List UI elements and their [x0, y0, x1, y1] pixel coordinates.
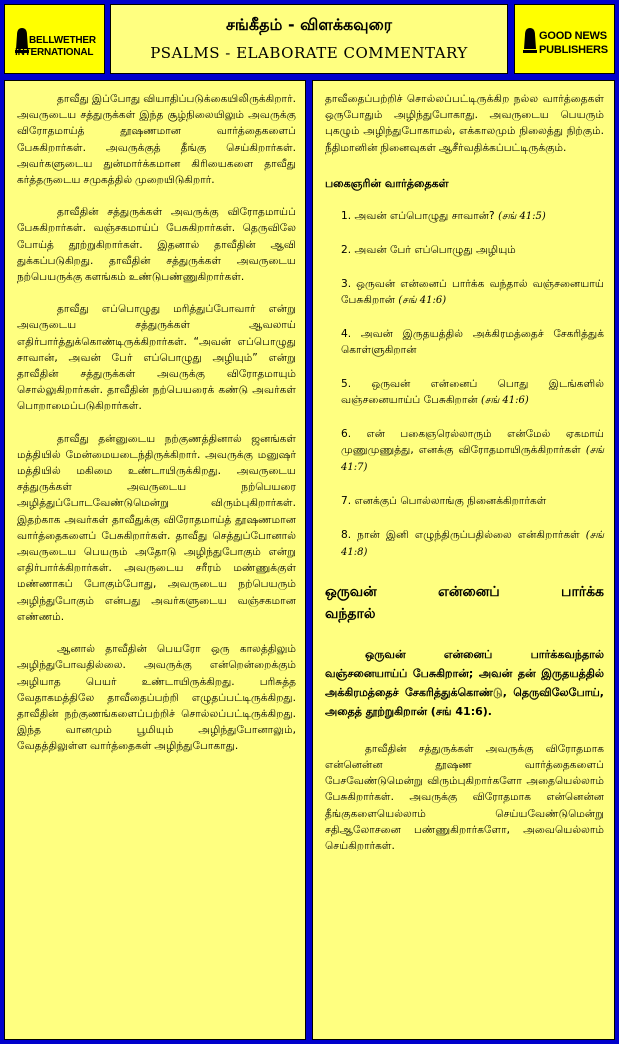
good-news-logo [514, 4, 615, 74]
paragraph: தாவீது எப்பொழுது மரித்துப்போவார் என்று அவருடைய சத்துருக்கள் ஆவலாய் எதிர்பார்த்துக்கொண்டிருக்கிறார்கள். “அவன் எப்பொழுது சாவான், அவன் பேர் எப்பொழுது அழியும்” என்று தாவீதின் சத்துருக்கள் அவருக்கு விரோதமாயும் சொல்லுகிறார்கள். தாவீதின் நற்பெயரைக் கண்டு அவர்கள் பொறாமைப்படுகிறார்கள். [17, 303, 296, 413]
list-item: 6. என் பகைஞரெல்லாரும் என்மேல் ஏகமாய் முணுமுணுத்து, எனக்கு விரோதமாயிருக்கிறார்கள் (சங் 41:7) [341, 427, 605, 473]
paragraph: தாவீதின் சத்துருக்கள் அவருக்கு விரோதமாய்ப் பேசுகிறார்கள். வஞ்சகமாய்ப் பேசுகிறார்கள். தெருவிலே போய்த் தூற்றுகிறார்கள். இதனால் தாவீதின் ஆவி துக்கப்படுகிறது. தாவீதின் சத்துருக்கள் அவருடைய நற்பெயருக்கு களங்கம் உண்டுபண்ணுகிறார்கள். [17, 206, 296, 284]
list-item: 3. ஒருவன் என்னைப் பார்க்க வந்தால் வஞ்சனையாய் பேசுகிறான் (சங் 41:6) [341, 277, 604, 306]
verse-ref: (சங் 41:6) [481, 394, 529, 406]
title-box [110, 4, 508, 74]
logo-left-line2: INTERNATIONAL [15, 47, 94, 58]
page-title-tamil: சங்கீதம் - விளக்கவுரை [225, 15, 392, 34]
bell-icon [523, 23, 537, 55]
paragraph: தாவீது இப்போது வியாதிப்படுக்கையிலிருக்கிறார். அவருடைய சத்துருக்கள் இந்த சூழ்நிலையிலும் அவருக்கு விரோதமாய்த் தூஷணமான வார்த்தைகளைப் பேசுகிறார்கள். அவருக்குத் தீங்கு செய்கிறார்கள். அவர்களுடைய துன்மார்க்கமான கிரியைகளை தாவீது கர்த்தருடைய சமுகத்தில் முறையிடுகிறார். [17, 93, 296, 187]
right-column [312, 80, 615, 1040]
verse-ref: (சங் 41:6) [398, 294, 447, 306]
list-item: 8. நான் இனி எழுந்திருப்பதில்லை என்கிறார்கள் (சங் 41:8) [341, 528, 604, 558]
list-item: 2. அவன் பேர் எப்பொழுது அழியும் [341, 243, 516, 256]
logo-right-line2: PUBLISHERS [539, 44, 608, 56]
list-item: 4. அவன் இருதயத்தில் அக்கிரமத்தைச் சேகரித்துக் கொள்ளுகிறான் [341, 327, 604, 356]
paragraph: ஆனால் தாவீதின் பெயரோ ஒரு காலத்திலும் அழிந்துபோவதில்லை. அவருக்கு என்றென்றைக்கும் அழியாத பெயர் உண்டாயிருக்கிறது. பரிசுத்த வேதாகமத்திலே தாவீதைப்பற்றி எழுதப்பட்டிருக்கிறது. தாவீதின் நற்குணங்களைப்பற்றிச் சொல்லப்பட்டிருக்கிறது. இந்த வானமும் பூமியும் அழிந்துபோனாலும், வேதத்திலுள்ள வார்த்தைகள் அழிந்துபோகாது. [17, 643, 296, 753]
verse-quote: ஒருவன் என்னைப் பார்க்கவந்தால் வஞ்சனையாய்ப் பேசுகிறான்; அவன் தன் இருதயத்தில் அக்கிரமத்தைச் சேகரித்துக்கொண்டு, தெருவிலேபோய், அதைத் தூற்றுகிறான் (சங் 41:6). [325, 647, 604, 718]
enemy-words-list [325, 208, 604, 561]
paragraph: தாவீது தன்னுடைய நற்குணத்தினால் ஜனங்கள் மத்தியில் மேன்மையடைந்திருக்கிறார். அவருக்கு மனுஷர் மத்தியில் மகிமை உண்டாயிருக்கிறது. அவருடைய சத்துருக்கள் அவருடைய நற்பெயரை அழித்துப்போடவேண்டுமென்று விரும்புகிறார்கள். இதற்காக அவர்கள் தாவீதுக்கு விரோதமாய்த் தூஷணமான வார்த்தைகளைப் பேசுகிறார்கள். தாவீது செத்துப்போனால் அவருடைய பெயரும் அதோடு அழிந்துபோகும் என்று எதிர்பார்க்கிறார்கள். அவருடைய சரீரம் மண்ணுக்குள் மண்ணாகப் போகும்போது, அவருடைய நற்பெயரும் அழிந்துபோகும் என்பது அவர்களுடைய வஞ்சகமான எண்ணம். [17, 432, 296, 623]
intro-paragraph: தாவீதைப்பற்றிச் சொல்லப்பட்டிருக்கிற நல்ல வார்த்தைகள் ஒருபோதும் அழிந்துபோகாது. அவருடைய பெயரும் புகழும் அழிந்துபோகாமல், எக்காலமும் நிலைத்து நிற்கும். நீதிமானின் நினைவுகள் ஆசீர்வதிக்கப்பட்டிருக்கும். [325, 93, 604, 154]
verse-ref: (சங் 41:8) [341, 529, 604, 558]
list-item: 7. எனக்குப் பொல்லாங்கு நினைக்கிறார்கள் [341, 494, 547, 507]
closing-paragraph: தாவீதின் சத்துருக்கள் அவருக்கு விரோதமாக என்னென்ன தூஷண வார்த்தைகளைப் பேசவேண்டுமென்று விரும்புகிறார்களோ அதையெல்லாம் பேசுகிறார்கள். அவருக்கு விரோதமாக என்னென்ன தீங்குகளையெல்லாம் செய்யவேண்டுமென்று சதிஆலோசனை பண்ணுகிறார்களோ, அவையெல்லாம் செய்கிறார்கள். [325, 742, 604, 853]
section-heading-enemy-words: பகைஞரின் வார்த்தைகள் [325, 176, 449, 190]
verse-ref: (சங் 41:7) [341, 444, 605, 473]
list-item: 5. ஒருவன் என்னைப் பொது இடங்களில் வஞ்சனையாய்ப் பேசுகிறான் (சங் 41:6) [341, 377, 604, 406]
logo-right-line1: GOOD NEWS [539, 30, 607, 42]
page-title-english: PSALMS - ELABORATE COMMENTARY [150, 44, 468, 62]
verse-ref: (சங் 41:5) [498, 210, 546, 222]
left-column [4, 80, 306, 1040]
bellwether-logo [4, 4, 105, 74]
section-heading-visit: ஒருவன் என்னைப் பார்க்க வந்தால் [325, 583, 604, 622]
list-item: 1. அவன் எப்பொழுது சாவான்? (சங் 41:5) [341, 209, 546, 222]
logo-left-line1: BELLWETHER [29, 35, 96, 46]
